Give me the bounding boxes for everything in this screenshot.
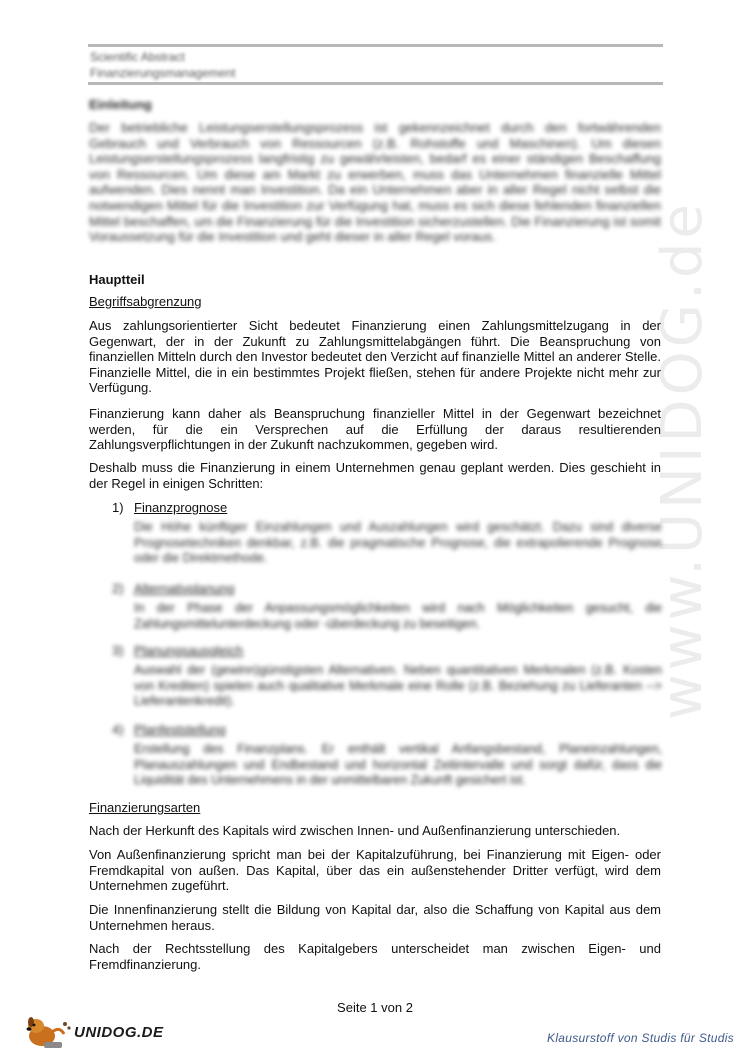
step-4-number: 4) xyxy=(112,722,124,737)
header-line-1: Scientific Abstract xyxy=(90,50,185,64)
step-1-body: Die Höhe künftiger Einzahlungen und Auszahlungen wird geschätzt. Dazu sind diverse Prognosetechniken denkbar, z.B. die pragmatische Prognose, die extrapolierende Prognose oder die Direktmethode. xyxy=(134,520,662,565)
einleitung-title: Einleitung xyxy=(89,97,152,112)
dog-mascot-icon xyxy=(22,1014,74,1050)
begriff-title-wrap xyxy=(89,294,661,309)
paragraph-6: Die Innenfinanzierung stellt die Bildung von Kapital dar, also die Schaffung von Kapital aus dem Unternehmen heraus. xyxy=(89,902,661,933)
paragraph-2-wrap xyxy=(89,406,661,453)
unidog-logo xyxy=(22,1014,164,1050)
step-2-title: Alternativplanung xyxy=(134,581,235,596)
section-einleitung xyxy=(89,97,661,112)
paragraph-4: Nach der Herkunft des Kapitals wird zwischen Innen- und Außenfinanzierung unterschieden. xyxy=(89,823,621,838)
begriffsabgrenzung-title: Begriffsabgrenzung xyxy=(89,294,202,309)
watermark: www.UNIDOG.de xyxy=(650,200,715,720)
paragraph-7: Nach der Rechtsstellung des Kapitalgebers unterscheidet man zwischen Eigen- und Fremdfinanzierung. xyxy=(89,941,661,972)
einleitung-paragraph-wrap xyxy=(89,120,661,245)
finanzierungsarten-title: Finanzierungsarten xyxy=(89,800,201,815)
step-3-body: Auswahl der (gewinn)günstigsten Alternativen. Neben quantitativen Merkmalen (z.B. Kosten von Krediten) spielen auch qualitative Merkmale eine Rolle (z.B. Beziehung zu Lieferanten --> Lieferantenkredit). xyxy=(134,663,662,708)
step-2-number: 2) xyxy=(112,581,124,596)
paragraph-1-wrap xyxy=(89,318,661,396)
header-top-rule xyxy=(88,44,663,47)
paragraph-3: Deshalb muss die Finanzierung in einem Unternehmen genau geplant werden. Dies geschieht in der Regel in einigen Schritten: xyxy=(89,460,661,491)
einleitung-text: Der betriebliche Leistungserstellungsprozess ist gekennzeichnet durch den fortwährenden Gebrauch und Verbrauch von Ressourcen (z.B. Rohstoffe und Maschinen). Um diesen Leistungserstellungsprozess langfristig zu gewährleisten, bedarf es einer ständigen Beschaffung von Ressourcen. Um diese am Markt zu erwerben, muss das Unternehmen finanzielle Mittel aufwenden. Dies nennt man Investition. Da ein Unternehmen aber in aller Regel nicht selbst die notwendigen Mittel für die Investition zur Verfügung hat, muss es sich diese fehlenden finanziellen Mittel beschaffen, um die Finanzierung für die Investition sicherzustellen. Die Finanzierung ist somit Voraussetzung für die Investition und geht dieser in aller Regel voraus. xyxy=(89,120,661,245)
paragraph-6-wrap xyxy=(89,902,661,933)
arten-title-wrap xyxy=(89,800,661,815)
hauptteil-title: Hauptteil xyxy=(89,272,145,287)
paragraph-1: Aus zahlungsorientierter Sicht bedeutet Finanzierung einen Zahlungsmittelzugang in der Gegenwart, der in der Zukunft zu Zahlungsmittelabgängen führt. Die Beanspruchung von finanziellen Mitteln durch den Investor bedeutet den Verzicht auf finanzielle Mittel an anderer Stelle. Finanzielle Mittel, die in ein bestimmtes Projekt fließen, stehen für andere Projekte nicht mehr zur Verfügung. xyxy=(89,318,661,396)
paragraph-3-wrap xyxy=(89,460,661,491)
step-3-number: 3) xyxy=(112,643,124,658)
step-1-number: 1) xyxy=(112,500,124,515)
paragraph-4-wrap xyxy=(89,823,661,839)
logo-text: UNIDOG.DE xyxy=(74,1024,164,1041)
step-4-body: Erstellung des Finanzplans. Er enthält vertikal Anfangsbestand, Planeinzahlungen, Planauszahlungen und Endbestand und horizontal Zeitintervalle und sorgt dafür, dass die Liquidität des Unternehmens in der unmittelbaren Zukunft gesichert ist. xyxy=(134,742,662,787)
paragraph-7-wrap xyxy=(89,941,661,972)
step-2-body: In der Phase der Anpassungsmöglichkeiten wird nach Möglichkeiten gesucht, die Zahlungsmittelunterdeckung oder -überdeckung zu beseitigen. xyxy=(134,601,662,631)
paragraph-2: Finanzierung kann daher als Beanspruchung finanzieller Mittel in der Gegenwart bezeichnet werden, für die ein Versprechen auf die Erfüllung der daraus resultierenden Zahlungsverpflichtungen in der Zukunft nachzukommen, gegeben wird. xyxy=(89,406,661,453)
step-1-title: Finanzprognose xyxy=(134,500,228,515)
step-4-title: Planfeststellung xyxy=(134,722,226,737)
header-bottom-rule xyxy=(88,82,663,85)
step-3-title: Planungsausgleich xyxy=(134,643,244,658)
paragraph-5-wrap xyxy=(89,847,661,894)
footer-slogan: Klausurstoff von Studis für Studis xyxy=(547,1031,734,1045)
page-number: Seite 1 von 2 xyxy=(337,1000,413,1015)
paragraph-5: Von Außenfinanzierung spricht man bei der Kapitalzuführung, bei Finanzierung mit Eigen- oder Fremdkapital von außen. Das Kapital, über das ein außenstehender Dritter verfügt, wird dem Unternehmen zugeführt. xyxy=(89,847,661,894)
hauptteil-title-wrap xyxy=(89,272,661,287)
header-line-2: Finanzierungsmanagement xyxy=(90,66,236,80)
